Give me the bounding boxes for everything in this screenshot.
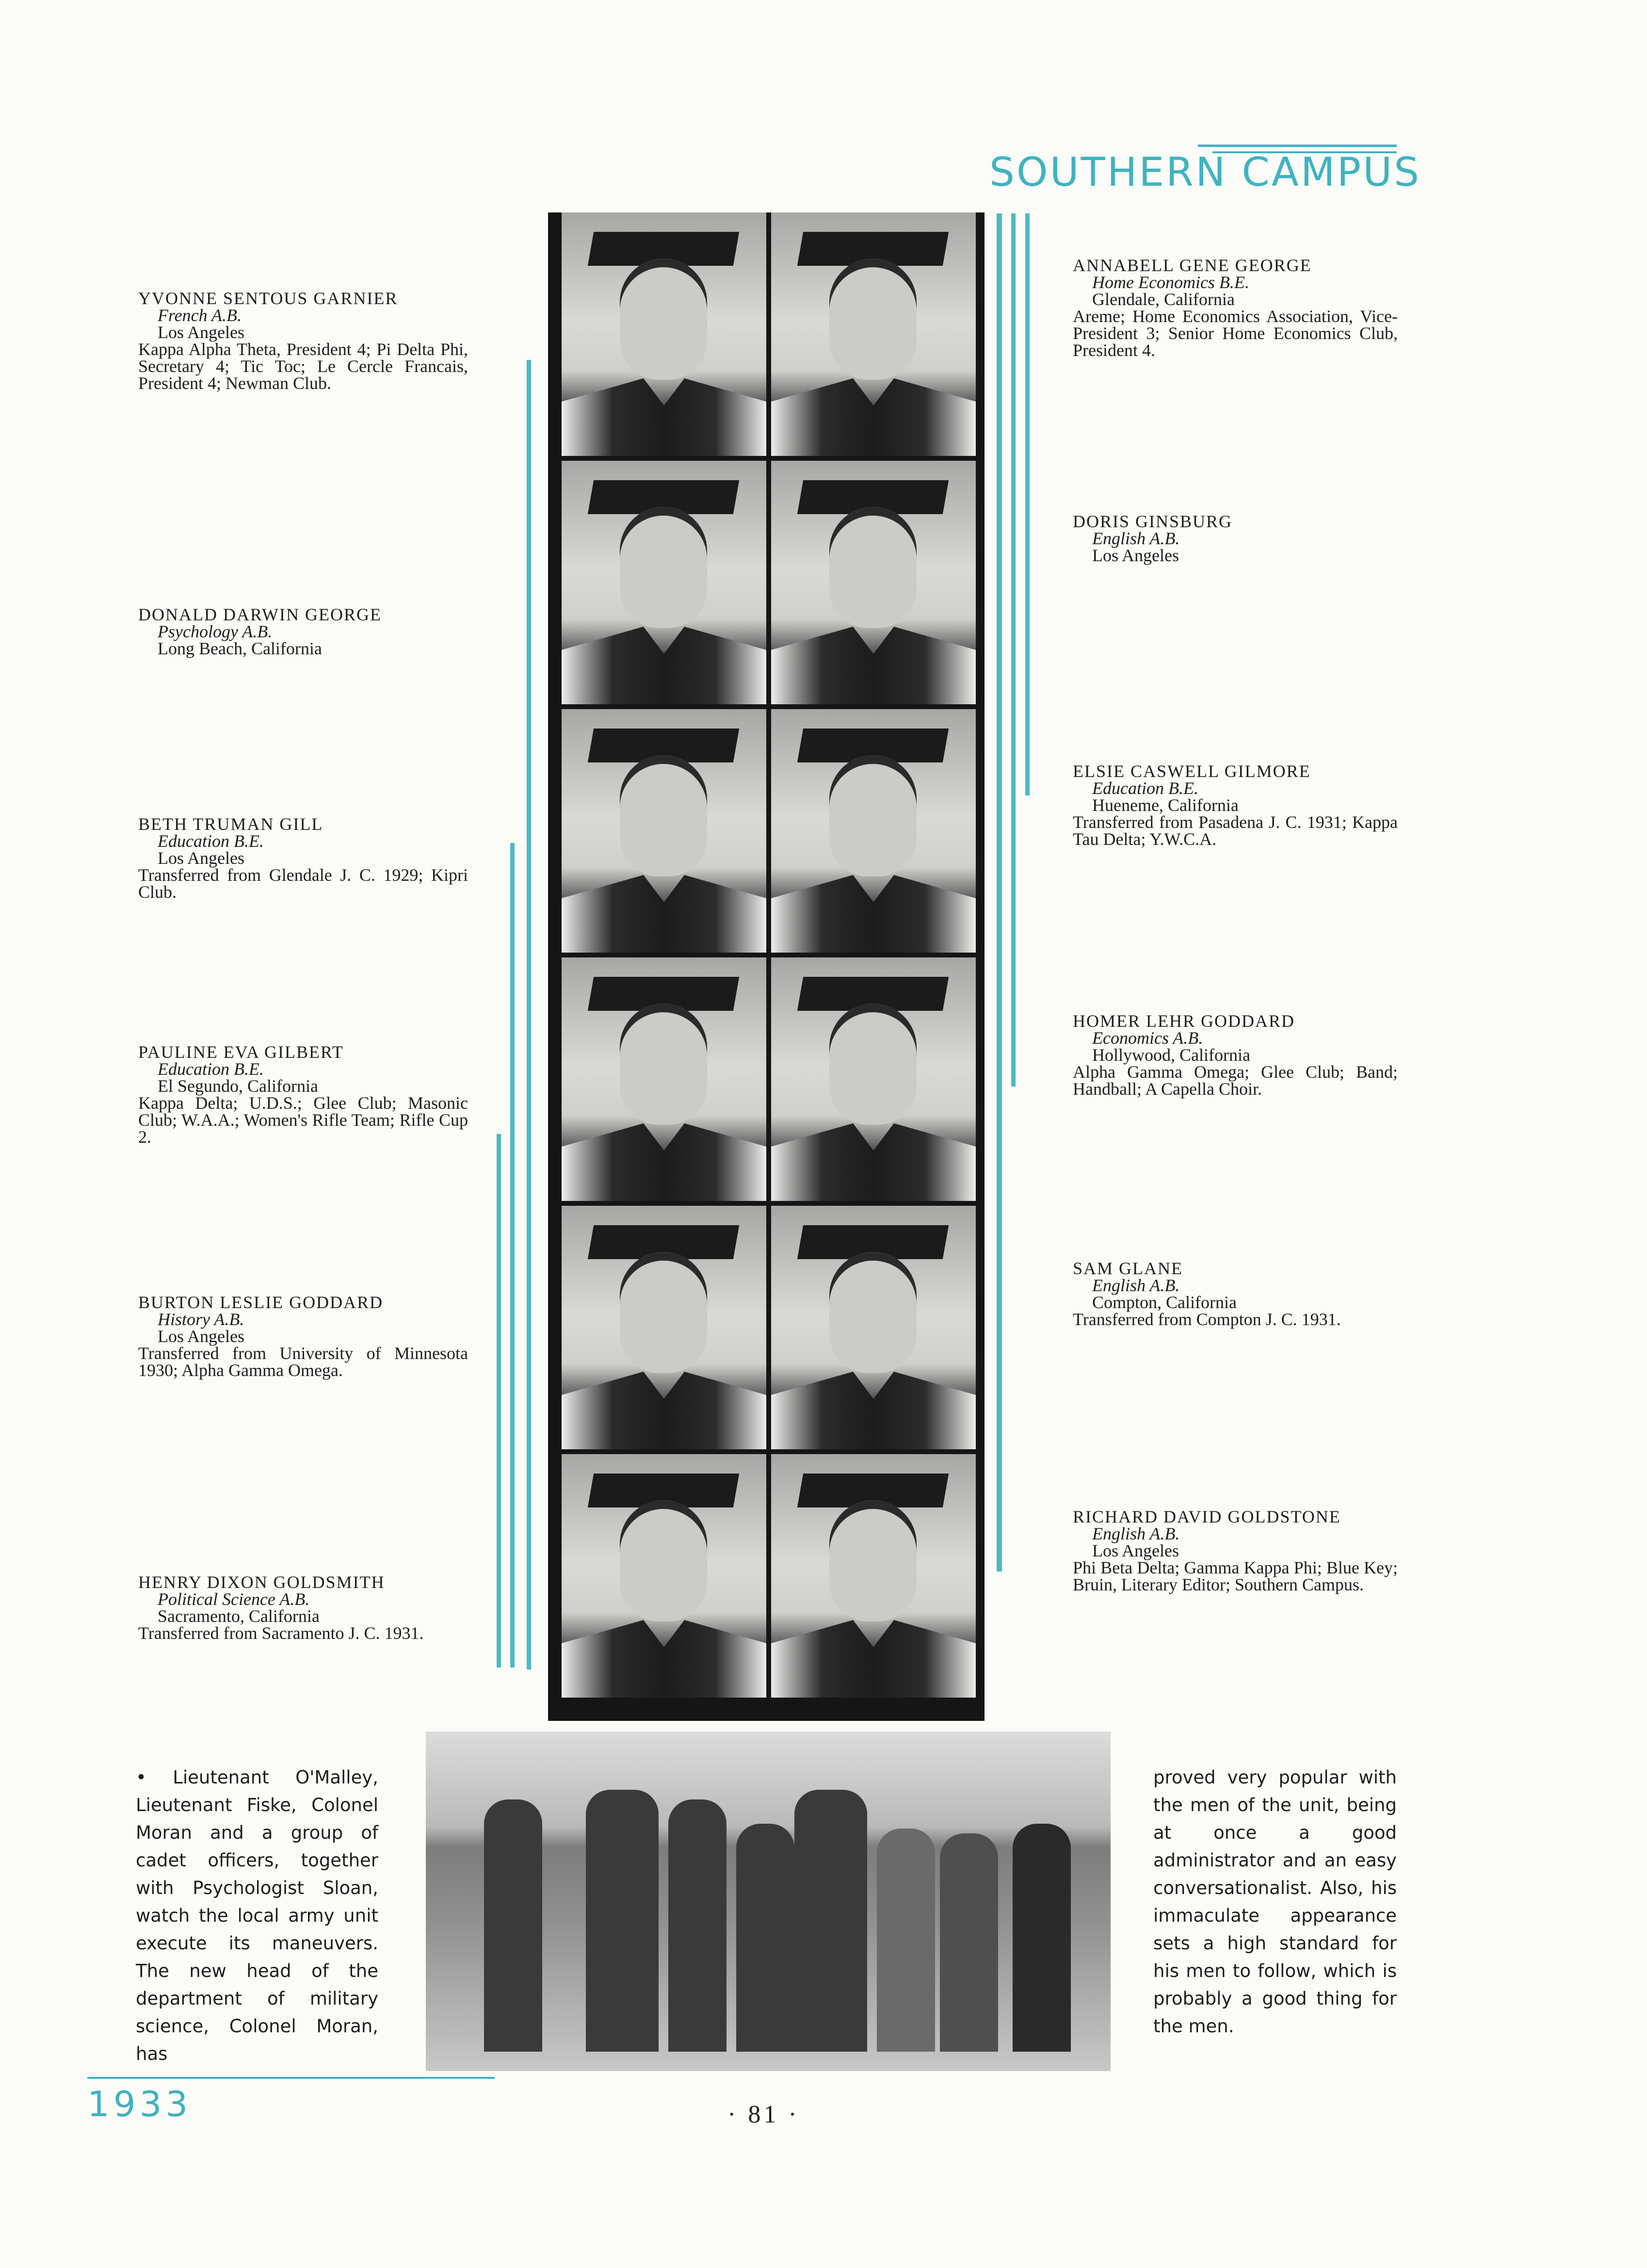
entry-right-3	[1073, 763, 1398, 848]
caption-right: proved very popular with the men of the unit, being at once a good administrator and an easy conversationalist. Also, his immaculate appearance sets a high standard for his men to follow, which is probably a good thing for the men.	[1153, 1767, 1397, 2037]
accent-bar	[1011, 213, 1016, 1086]
caption-left: • Lieutenant O'Malley, Lieutenant Fiske, Colonel Moran and a group of cadet officers, together with Psychologist Sloan, watch the local army unit execute its maneuvers. The new head of the department of military science, Colonel Moran, has	[136, 1767, 378, 2064]
accent-bar	[997, 213, 1002, 1571]
portrait-grid	[548, 212, 985, 1721]
entry-hometown: Los Angeles	[158, 848, 244, 868]
accent-bar	[1025, 213, 1030, 795]
entry-right-6	[1073, 1508, 1398, 1593]
entry-degree: Psychology A.B.	[158, 622, 273, 641]
entry-left-2	[138, 606, 468, 657]
entry-hometown: Hollywood, California	[1092, 1045, 1250, 1065]
accent-bar	[510, 843, 515, 1668]
entry-degree: Home Economics B.E.	[1092, 273, 1249, 292]
footer-year: 1933	[87, 2084, 192, 2124]
entry-activities: Transferred from Compton J. C. 1931.	[1073, 1310, 1341, 1329]
entry-degree: French A.B.	[158, 306, 242, 325]
accent-bar	[497, 1134, 501, 1668]
entry-activities: Kappa Delta; U.D.S.; Glee Club; Masonic Club; W.A.A.; Women's Rifle Team; Rifle Cup 2.	[138, 1093, 468, 1147]
entry-activities: Phi Beta Delta; Gamma Kappa Phi; Blue Key; Bruin, Literary Editor; Southern Campus.	[1073, 1558, 1398, 1594]
entry-right-5	[1073, 1260, 1398, 1328]
portrait	[771, 461, 976, 704]
entry-right-4	[1073, 1013, 1398, 1098]
portrait	[562, 1206, 766, 1449]
entry-right-1	[1073, 257, 1398, 359]
entry-degree: History A.B.	[158, 1310, 244, 1329]
portrait	[562, 957, 766, 1201]
army-unit-photo	[426, 1732, 1111, 2071]
entry-hometown: Los Angeles	[1092, 546, 1179, 565]
portrait	[771, 957, 976, 1201]
entry-name: HENRY DIXON GOLDSMITH	[138, 1572, 385, 1592]
entry-name: ELSIE CASWELL GILMORE	[1073, 761, 1311, 781]
entry-name: BETH TRUMAN GILL	[138, 814, 323, 834]
entry-activities: Transferred from Pasadena J. C. 1931; Kappa Tau Delta; Y.W.C.A.	[1073, 812, 1398, 849]
entry-left-5	[138, 1294, 468, 1379]
entry-hometown: Sacramento, California	[158, 1606, 320, 1626]
entry-degree: Education B.E.	[1092, 778, 1198, 798]
entry-left-1	[138, 290, 468, 392]
entry-name: BURTON LESLIE GODDARD	[138, 1293, 384, 1312]
entry-activities: Transferred from Glendale J. C. 1929; Kipri Club.	[138, 865, 468, 902]
portrait	[771, 1206, 976, 1449]
entry-degree: English A.B.	[1092, 1276, 1180, 1295]
entry-hometown: Los Angeles	[158, 1327, 244, 1346]
portrait	[771, 212, 976, 456]
entry-activities: Transferred from Sacramento J. C. 1931.	[138, 1623, 424, 1643]
entry-name: HOMER LEHR GODDARD	[1073, 1011, 1295, 1031]
entry-degree: English A.B.	[1092, 529, 1180, 548]
entry-name: YVONNE SENTOUS GARNIER	[138, 289, 398, 308]
entry-activities: Alpha Gamma Omega; Glee Club; Band; Handball; A Capella Choir.	[1073, 1062, 1398, 1099]
portrait	[562, 461, 766, 704]
portrait	[562, 1454, 766, 1698]
entry-activities: Transferred from University of Minnesota 1930; Alpha Gamma Omega.	[138, 1344, 468, 1380]
entry-name: DORIS GINSBURG	[1073, 512, 1233, 531]
portrait	[562, 212, 766, 456]
entry-name: ANNABELL GENE GEORGE	[1073, 256, 1312, 275]
portrait	[771, 709, 976, 953]
footer-rule	[87, 2077, 495, 2079]
entry-hometown: Glendale, California	[1092, 290, 1235, 309]
entry-right-2	[1073, 513, 1398, 564]
entry-hometown: Hueneme, California	[1092, 795, 1239, 815]
entry-degree: Economics A.B.	[1092, 1028, 1203, 1048]
entry-hometown: Los Angeles	[158, 323, 244, 342]
entry-name: DONALD DARWIN GEORGE	[138, 605, 382, 624]
entry-hometown: Long Beach, California	[158, 639, 322, 658]
entry-degree: Education B.E.	[158, 831, 264, 851]
entry-hometown: Los Angeles	[1092, 1541, 1179, 1560]
entry-left-3	[138, 816, 468, 901]
entry-name: PAULINE EVA GILBERT	[138, 1042, 344, 1062]
entry-degree: Education B.E.	[158, 1059, 264, 1079]
entry-left-4	[138, 1044, 468, 1146]
header-rule	[1198, 145, 1397, 147]
entry-degree: English A.B.	[1092, 1524, 1180, 1543]
entry-left-6	[138, 1574, 468, 1642]
portrait	[771, 1454, 976, 1698]
entry-activities: Kappa Alpha Theta, President 4; Pi Delta Phi, Secretary 4; Tic Toc; Le Cercle Francais, President 4; Newman Club.	[138, 340, 468, 393]
entry-activities: Areme; Home Economics Association, Vice-President 3; Senior Home Economics Club, President 4.	[1073, 307, 1398, 360]
accent-bar	[527, 360, 531, 1669]
entry-name: RICHARD DAVID GOLDSTONE	[1073, 1507, 1341, 1526]
entry-name: SAM GLANE	[1073, 1259, 1183, 1278]
portrait	[562, 709, 766, 953]
entry-degree: Political Science A.B.	[158, 1589, 310, 1609]
page-number: · 81 ·	[727, 2101, 800, 2128]
entry-hometown: El Segundo, California	[158, 1076, 318, 1096]
page-title: SOUTHERN CAMPUS	[989, 149, 1421, 195]
entry-hometown: Compton, California	[1092, 1293, 1237, 1312]
